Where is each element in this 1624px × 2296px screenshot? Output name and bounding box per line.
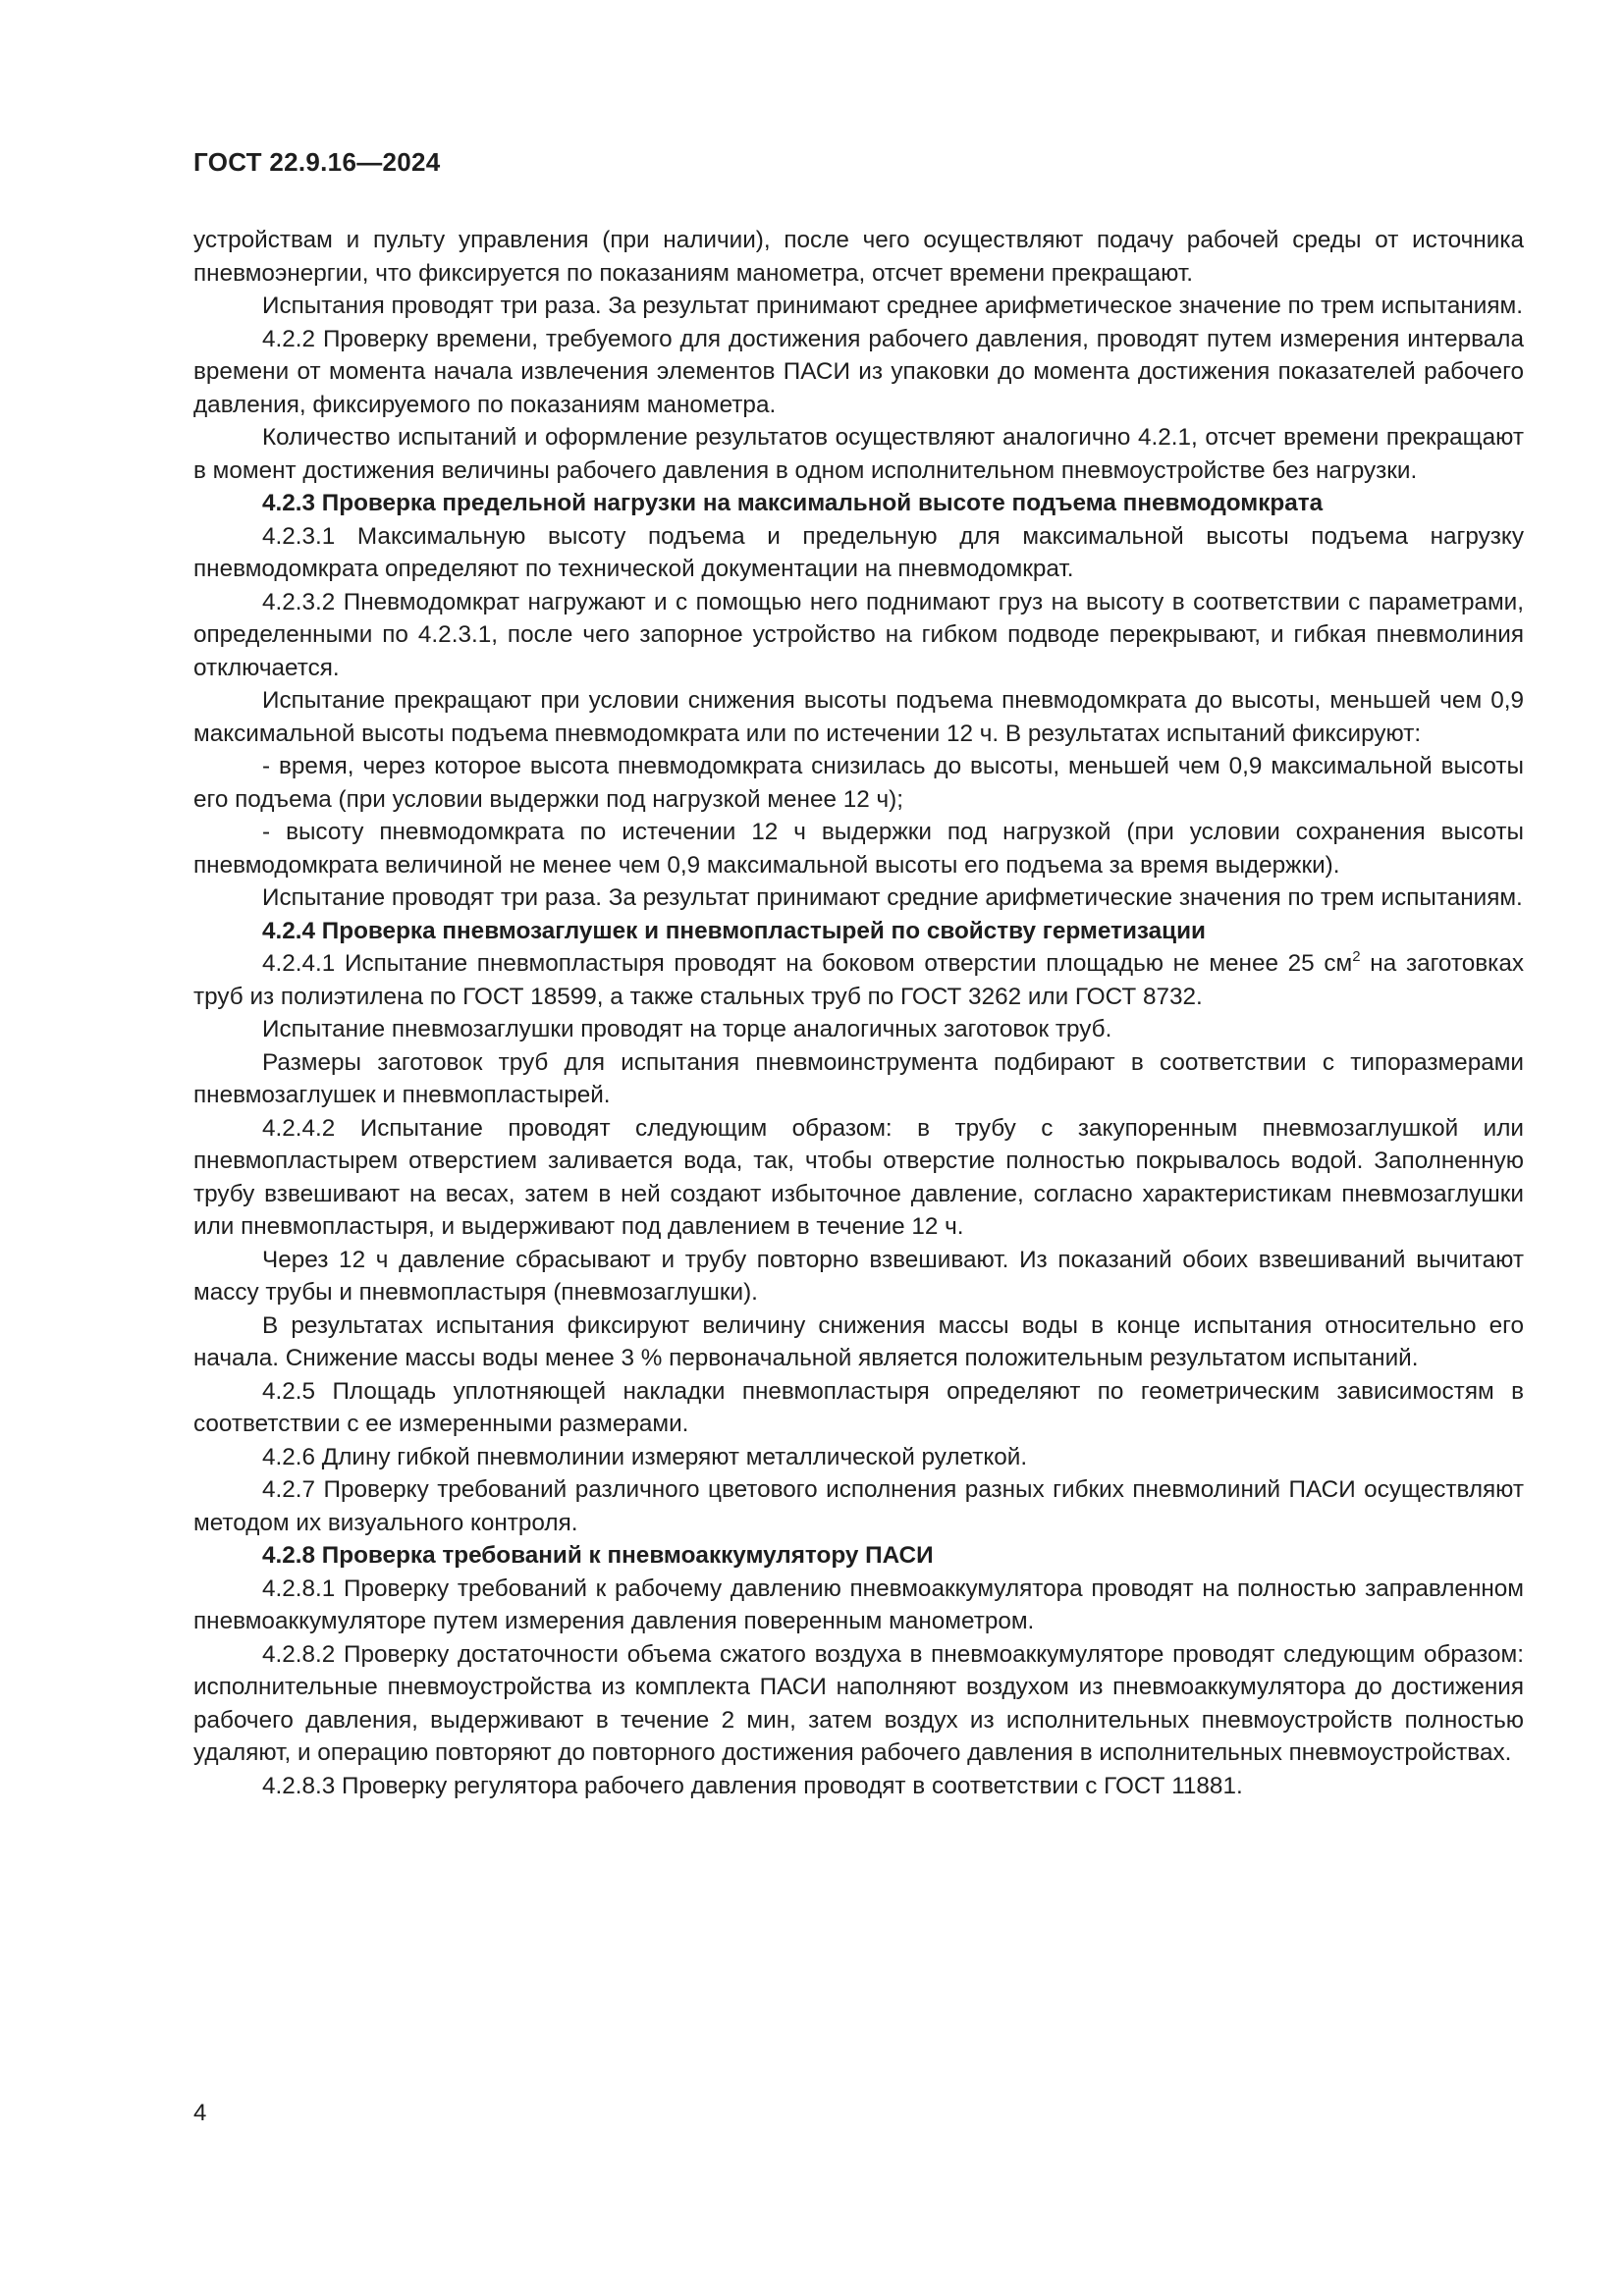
paragraph: 4.2.2 Проверку времени, требуемого для достижения рабочего давления, проводят путем измерения интервала времени от момента начала извлечения элементов ПАСИ из упаковки до момента достижения показателей рабочего давления, фиксируемого по показаниям манометра. [193,325,1524,418]
paragraph-text: на заготовках труб из полиэтилена по ГОСТ 18599, а также стальных труб по ГОСТ 3262 или ГОСТ 8732. [193,950,1525,1010]
paragraph [193,947,1524,1013]
list-item: - время, через которое высота пневмодомкрата снизилась до высоты, меньшей чем 0,9 максимальной высоты его подъема (при условии выдержки под нагрузкой менее 12 ч); [193,753,1524,813]
paragraph: 4.2.3.2 Пневмодомкрат нагружают и с помощью него поднимают груз на высоту в соответствии с параметрами, определенными по 4.2.3.1, после чего запорное устройство на гибком подводе перекрывают, и гибкая пневмолиния отключается. [193,588,1524,681]
paragraph: 4.2.7 Проверку требований различного цветового исполнения разных гибких пневмолиний ПАСИ осуществляют методом их визуального контроля. [193,1476,1524,1536]
paragraph-text: 4.2.4.1 Испытание пневмопластыря проводят на боковом отверстии площадью не менее 25 см [262,950,1353,977]
paragraph: Через 12 ч давление сбрасывают и трубу повторно взвешивают. Из показаний обоих взвешиваний вычитают массу трубы и пневмопластыря (пневмозаглушки). [193,1246,1524,1306]
paragraph: 4.2.4.2 Испытание проводят следующим образом: в трубу с закупоренным пневмозаглушкой или пневмопластырем отверстием заливается вода, так, чтобы отверстие полностью покрывалось водой. Заполненную трубу взвешивают на весах, затем в ней создают избыточное давление, согласно характеристикам пневмозаглушки или пневмопластыря, и выдерживают под давлением в течение 12 ч. [193,1114,1524,1240]
superscript: 2 [1352,948,1361,965]
paragraph: Испытание проводят три раза. За результат принимают средние арифметические значения по трем испытаниям. [262,884,1523,911]
document-body [193,224,1524,1802]
paragraph: 4.2.8.2 Проверку достаточности объема сжатого воздуха в пневмоаккумуляторе проводят следующим образом: исполнительные пневмоустройства из комплекта ПАСИ наполняют воздухом из пневмоаккумулятора до достижения рабочего давления, выдерживают в течение 2 мин, затем воздух из исполнительных пневмоустройств полностью удаляют, и операцию повторяют до повторного достижения рабочего давления в исполнительных пневмоустройствах. [193,1640,1524,1766]
paragraph: Испытания проводят три раза. За результат принимают среднее арифметическое значение по трем испытаниям. [262,293,1523,319]
paragraph: Размеры заготовок труб для испытания пневмоинструмента подбирают в соответствии с типоразмерами пневмозаглушек и пневмопластырей. [193,1048,1524,1108]
paragraph: устройствам и пульту управления (при наличии), после чего осуществляют подачу рабочей среды от источника пневмоэнергии, что фиксируется по показаниям манометра, отсчет времени прекращают. [193,227,1524,287]
paragraph: Испытание пневмозаглушки проводят на торце аналогичных заготовок труб. [262,1016,1112,1042]
section-heading: 4.2.3 Проверка предельной нагрузки на максимальной высоте подъема пневмодомкрата [262,490,1324,516]
page-number: 4 [193,2100,207,2126]
paragraph: 4.2.8.1 Проверку требований к рабочему давлению пневмоаккумулятора проводят на полностью заправленном пневмоаккумуляторе путем измерения давления поверенным манометром. [193,1575,1524,1634]
paragraph: Количество испытаний и оформление результатов осуществляют аналогично 4.2.1, отсчет времени прекращают в момент достижения величины рабочего давления в одном исполнительном пневмоустройстве без нагрузки. [193,424,1524,484]
paragraph: 4.2.5 Площадь уплотняющей накладки пневмопластыря определяют по геометрическим зависимостям в соответствии с ее измеренными размерами. [193,1377,1524,1437]
paragraph: 4.2.6 Длину гибкой пневмолинии измеряют металлической рулеткой. [262,1443,1028,1470]
document-header: ГОСТ 22.9.16—2024 [193,147,441,177]
paragraph: 4.2.3.1 Максимальную высоту подъема и предельную для максимальной высоты подъема нагрузку пневмодомкрата определяют по технической документации на пневмодомкрат. [193,522,1524,582]
paragraph: 4.2.8.3 Проверку регулятора рабочего давления проводят в соответствии с ГОСТ 11881. [262,1772,1243,1799]
section-heading: 4.2.4 Проверка пневмозаглушек и пневмопластырей по свойству герметизации [262,917,1206,944]
paragraph: Испытание прекращают при условии снижения высоты подъема пневмодомкрата до высоты, меньшей чем 0,9 максимальной высоты подъема пневмодомкрата или по истечении 12 ч. В результатах испытаний фиксируют: [193,687,1524,747]
section-heading: 4.2.8 Проверка требований к пневмоаккумулятору ПАСИ [262,1542,934,1569]
paragraph: В результатах испытания фиксируют величину снижения массы воды в конце испытания относительно его начала. Снижение массы воды менее 3 % первоначальной является положительным результатом испытаний. [193,1311,1524,1371]
list-item: - высоту пневмодомкрата по истечении 12 ч выдержки под нагрузкой (при условии сохранения высоты пневмодомкрата величиной не менее чем 0,9 максимальной высоты его подъема за время выдержки). [193,819,1524,879]
